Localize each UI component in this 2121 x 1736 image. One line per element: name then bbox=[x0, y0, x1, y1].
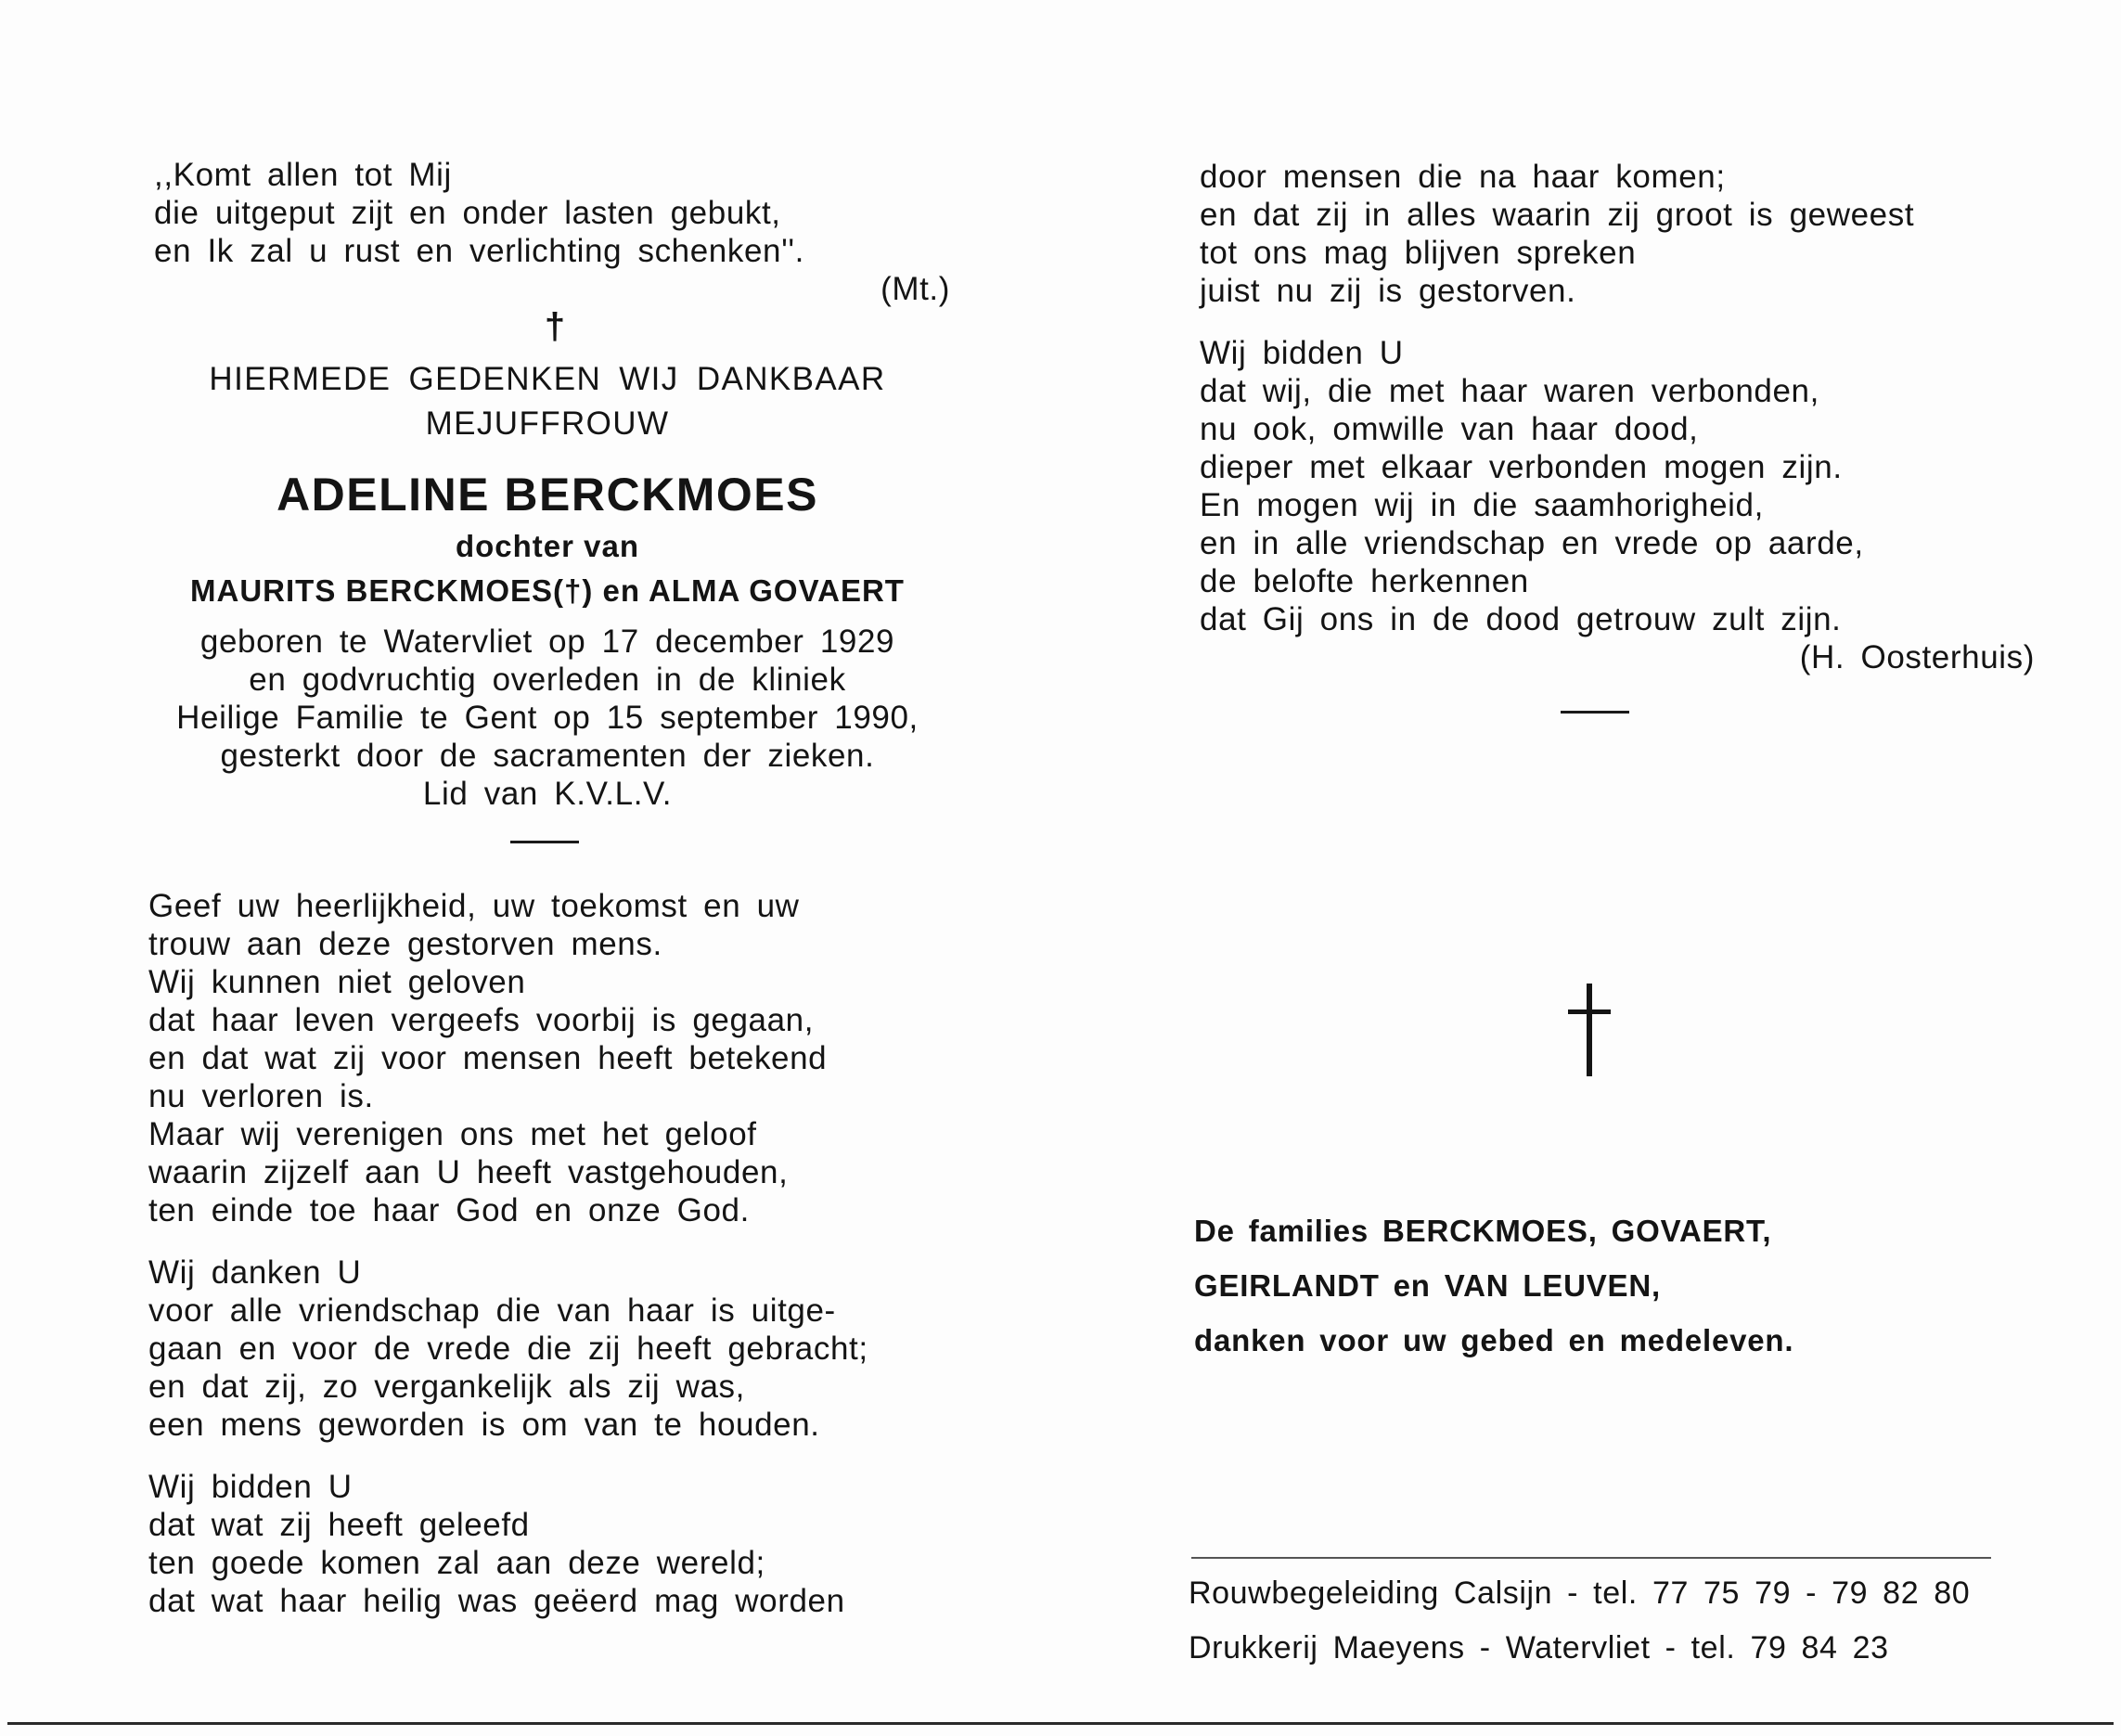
quote-source: (Mt.) bbox=[881, 271, 950, 307]
deceased-name: ADELINE BERCKMOES bbox=[276, 469, 818, 521]
poem-line: Wij bidden U bbox=[148, 1469, 353, 1505]
bio-line: en godvruchtig overleden in de kliniek bbox=[249, 662, 846, 698]
family-thanks-line: De families BERCKMOES, GOVAERT, bbox=[1194, 1214, 1772, 1248]
dedication-heading: HIERMEDE GEDENKEN WIJ DANKBAAR bbox=[209, 361, 886, 397]
poem-line: Geef uw heerlijkheid, uw toekomst en uw bbox=[148, 888, 800, 924]
poem-line: ten einde toe haar God en onze God. bbox=[148, 1192, 750, 1228]
divider bbox=[1561, 711, 1629, 714]
poem-line: en dat wat zij voor mensen heeft betekend bbox=[148, 1040, 828, 1076]
parents-names: MAURITS BERCKMOES(†) en ALMA GOVAERT bbox=[190, 573, 905, 608]
family-thanks-line: danken voor uw gebed en medeleven. bbox=[1194, 1323, 1794, 1357]
poem-line: juist nu zij is gestorven. bbox=[1200, 273, 1576, 309]
poem-line: en in alle vriendschap en vrede op aarde, bbox=[1200, 525, 1864, 561]
divider bbox=[510, 841, 579, 843]
cross-icon bbox=[1568, 984, 1611, 1076]
poem-line: Wij danken U bbox=[148, 1254, 362, 1291]
poem-line: Wij kunnen niet geloven bbox=[148, 964, 526, 1000]
poem-line: dieper met elkaar verbonden mogen zijn. bbox=[1200, 449, 1843, 485]
membership-line: Lid van K.V.L.V. bbox=[422, 776, 673, 812]
poem-line: gaan en voor de vrede die zij heeft gebracht; bbox=[148, 1331, 868, 1367]
poem-line: dat wat haar heilig was geëerd mag worden bbox=[148, 1583, 845, 1619]
poem-line: nu verloren is. bbox=[148, 1078, 374, 1114]
bio-line: gesterkt door de sacramenten der zieken. bbox=[220, 738, 875, 774]
quote-line: en Ik zal u rust en verlichting schenken''. bbox=[154, 233, 804, 269]
poem-line: en dat zij in alles waarin zij groot is geweest bbox=[1200, 197, 1915, 233]
dedication-title: MEJUFFROUW bbox=[425, 405, 670, 442]
poem-line: ten goede komen zal aan deze wereld; bbox=[148, 1545, 765, 1581]
funeral-service-credit: Rouwbegeleiding Calsijn - tel. 77 75 79 - 79 82 80 bbox=[1189, 1575, 1971, 1611]
poem-line: waarin zijzelf aan U heeft vastgehouden, bbox=[148, 1154, 789, 1190]
cross-vertical-bar bbox=[1587, 984, 1592, 1076]
daughter-of-label: dochter van bbox=[455, 529, 640, 563]
quote-line: ,,Komt allen tot Mij bbox=[154, 157, 452, 193]
poem-line: dat haar leven vergeefs voorbij is gegaan, bbox=[148, 1002, 815, 1038]
bio-line: Heilige Familie te Gent op 15 september 1990, bbox=[176, 700, 919, 736]
poem-line: nu ook, omwille van haar dood, bbox=[1200, 411, 1699, 447]
printer-credit: Drukkerij Maeyens - Watervliet - tel. 79 84 23 bbox=[1189, 1630, 1889, 1665]
poem-left bbox=[148, 887, 965, 1620]
poem-line: de belofte herkennen bbox=[1200, 563, 1529, 599]
cross-icon: † bbox=[544, 306, 566, 347]
poem-line: dat wat zij heeft geleefd bbox=[148, 1507, 530, 1543]
cross-horizontal-bar bbox=[1568, 1009, 1611, 1014]
dedication-block bbox=[130, 357, 965, 813]
stanza-gap bbox=[148, 1229, 965, 1254]
poem-line: En mogen wij in die saamhorigheid, bbox=[1200, 487, 1764, 523]
card-edge bbox=[7, 1722, 2114, 1725]
stanza-gap bbox=[1200, 310, 2035, 334]
family-thanks bbox=[1194, 1203, 2029, 1368]
poem-line: en dat zij, zo vergankelijk als zij was, bbox=[148, 1369, 745, 1405]
poem-line: tot ons mag blijven spreken bbox=[1200, 235, 1637, 271]
poem-attribution: (H. Oosterhuis) bbox=[1799, 639, 2035, 675]
credits-divider bbox=[1191, 1557, 1991, 1559]
poem-right bbox=[1200, 158, 2035, 676]
poem-line: Maar wij verenigen ons met het geloof bbox=[148, 1116, 757, 1152]
quote-line: die uitgeput zijt en onder lasten gebukt, bbox=[154, 195, 781, 231]
stanza-gap bbox=[148, 1444, 965, 1468]
credits bbox=[1189, 1566, 2005, 1676]
family-thanks-line: GEIRLANDT en VAN LEUVEN, bbox=[1194, 1268, 1661, 1303]
opening-quote bbox=[154, 156, 952, 308]
poem-line: dat wij, die met haar waren verbonden, bbox=[1200, 373, 1819, 409]
bio-line: geboren te Watervliet op 17 december 1929 bbox=[199, 624, 895, 660]
poem-line: dat Gij ons in de dood getrouw zult zijn. bbox=[1200, 601, 1842, 637]
poem-line: voor alle vriendschap die van haar is uitge- bbox=[148, 1292, 836, 1329]
poem-line: door mensen die na haar komen; bbox=[1200, 159, 1726, 195]
poem-line: Wij bidden U bbox=[1200, 335, 1404, 371]
poem-line: trouw aan deze gestorven mens. bbox=[148, 926, 662, 962]
poem-line: een mens geworden is om van te houden. bbox=[148, 1407, 820, 1443]
